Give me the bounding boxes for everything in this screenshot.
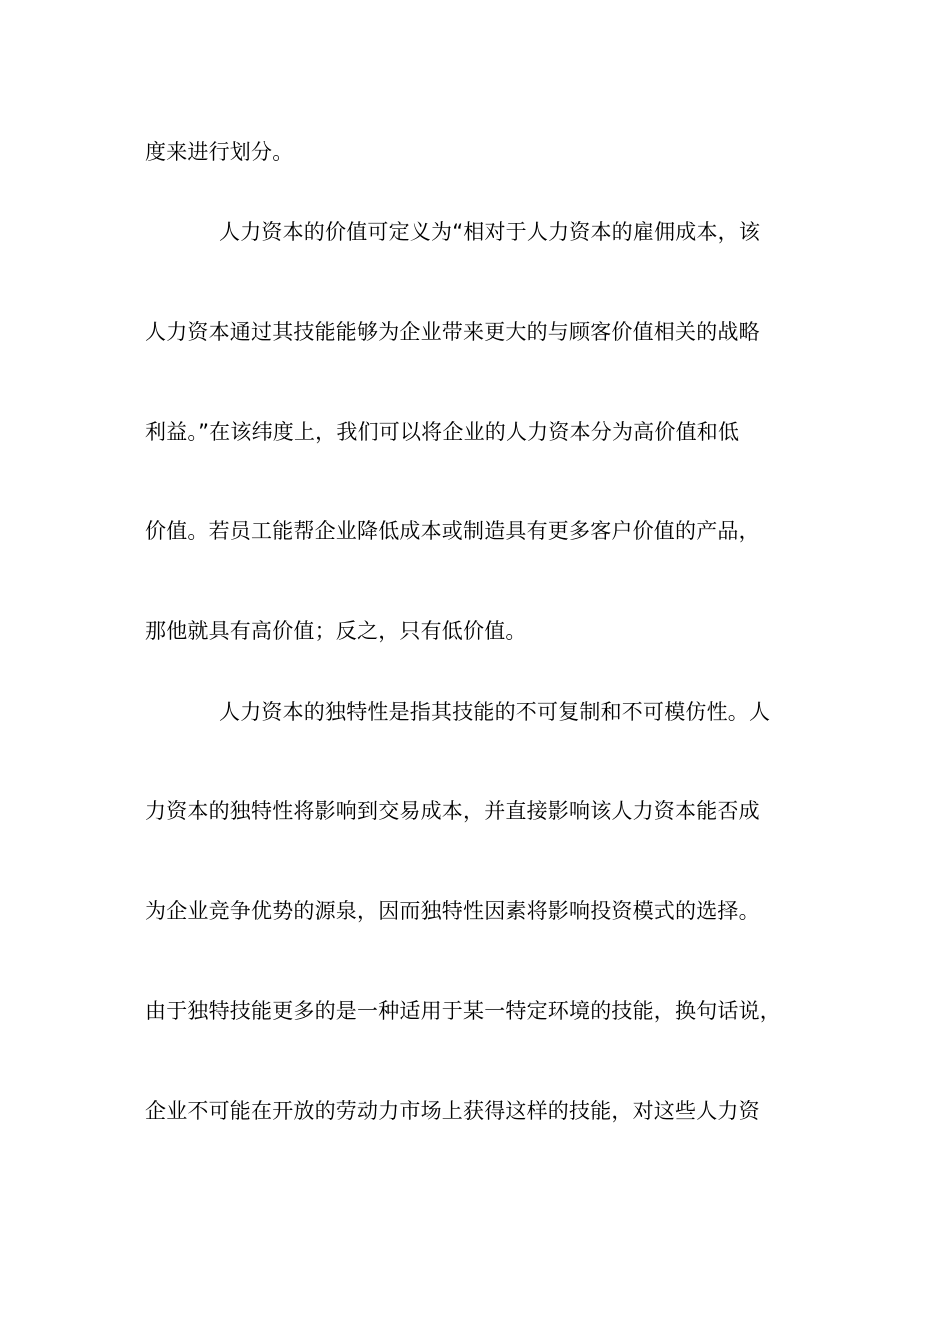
text-line: 为企业竞争优势的源泉，因而独特性因素将影响投资模式的选择。 xyxy=(145,899,760,923)
text-line: 利益。”在该纬度上，我们可以将企业的人力资本分为高价值和低 xyxy=(145,420,740,444)
paragraph-first-line: 人力资本的价值可定义为“相对于人力资本的雇佣成本，该 xyxy=(219,220,761,244)
text-line: 人力资本通过其技能能够为企业带来更大的与顾客价值相关的战略 xyxy=(145,320,760,344)
paragraph-first-line: 人力资本的独特性是指其技能的不可复制和不可模仿性。人 xyxy=(219,700,771,724)
text-line: 由于独特技能更多的是一种适用于某一特定环境的技能，换句话说， xyxy=(145,999,781,1023)
text-line: 价值。若员工能帮企业降低成本或制造具有更多客户价值的产品， xyxy=(145,519,760,543)
text-line: 企业不可能在开放的劳动力市场上获得这样的技能，对这些人力资 xyxy=(145,1099,760,1123)
text-line: 那他就具有高价值；反之，只有低价值。 xyxy=(145,619,527,643)
text-line: 力资本的独特性将影响到交易成本，并直接影响该人力资本能否成 xyxy=(145,799,760,823)
text-line: 度来进行划分。 xyxy=(145,140,294,164)
